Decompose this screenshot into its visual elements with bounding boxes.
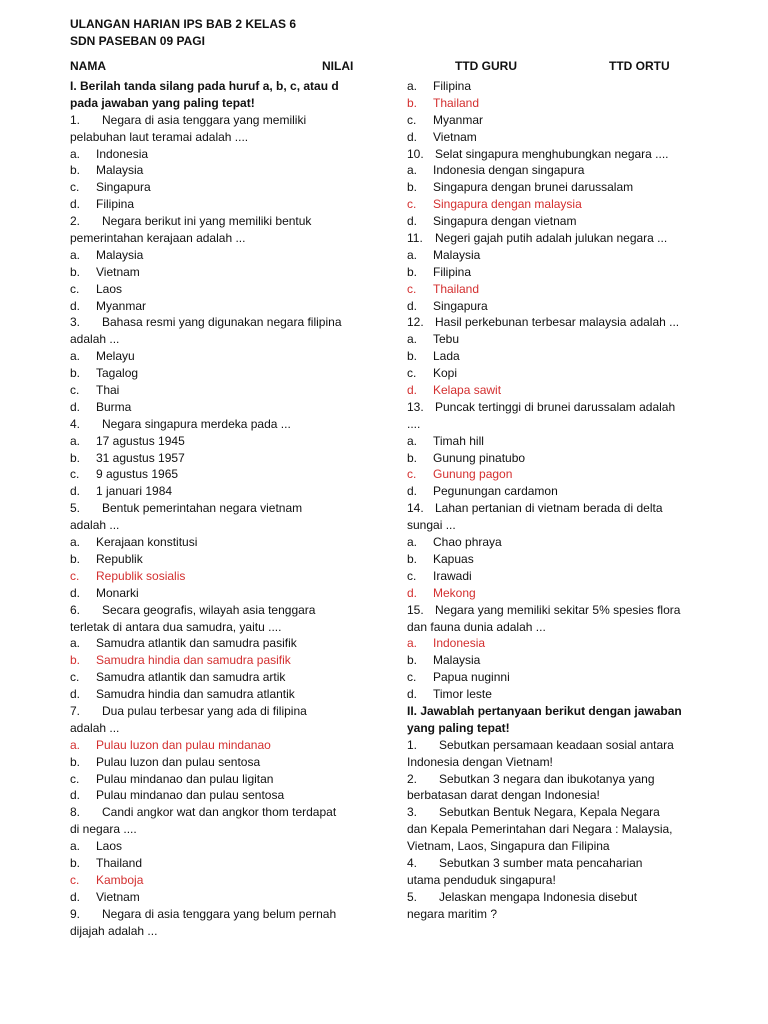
item-label: a.: [70, 535, 81, 550]
question-line: [407, 855, 707, 872]
item-text: 1 januari 1984: [96, 484, 173, 499]
item-text: I. Berilah tanda silang pada huruf a, b, c, atau d: [70, 79, 339, 93]
item-text: Bentuk pemerintahan negara vietnam: [102, 501, 303, 516]
item-text: Tebu: [433, 332, 460, 347]
item-text: Samudra hindia dan samudra atlantik: [96, 687, 295, 702]
question-continuation: [70, 923, 368, 940]
item-text: yang paling tepat!: [407, 720, 510, 735]
answer-option: [70, 146, 368, 163]
item-label: d.: [407, 129, 418, 144]
item-text: Dua pulau terbesar yang ada di filipina: [102, 703, 307, 718]
item-text: Kelapa sawit: [433, 383, 502, 398]
item-label: 5.: [407, 889, 418, 904]
item-text: di negara ....: [70, 822, 137, 837]
item-text: Mekong: [433, 585, 476, 600]
question-continuation: [70, 230, 368, 247]
item-label: b.: [70, 551, 81, 566]
question-continuation: [407, 906, 707, 923]
answer-option-correct: [407, 95, 707, 112]
answer-option: [70, 365, 368, 382]
answer-option: [407, 247, 707, 264]
item-text: Vietnam: [433, 129, 477, 144]
item-text: Indonesia dengan singapura: [433, 163, 585, 178]
item-label: 6.: [70, 602, 81, 617]
item-label: 1.: [70, 112, 81, 127]
answer-option: [70, 382, 368, 399]
item-text: Lahan pertanian di vietnam berada di delta: [435, 501, 663, 516]
item-text: Sebutkan persamaan keadaan sosial antara: [439, 737, 674, 752]
item-text: Selat singapura menghubungkan negara ....: [435, 146, 669, 161]
item-text: Vietnam, Laos, Singapura dan Filipina: [407, 839, 610, 854]
item-text: adalah ...: [70, 720, 120, 735]
answer-option: [70, 450, 368, 467]
item-text: Filipina: [433, 79, 472, 93]
item-label: b.: [407, 264, 418, 279]
question-line: [70, 314, 368, 331]
question-continuation: [70, 129, 368, 146]
answer-option-correct: [407, 635, 707, 652]
answer-option: [70, 889, 368, 906]
question-line: [407, 314, 707, 331]
item-label: d.: [407, 687, 418, 702]
item-text: Singapura: [433, 298, 488, 313]
item-text: Negara di asia tenggara yang belum pernah: [102, 906, 337, 921]
answer-option: [70, 635, 368, 652]
item-text: Negara singapura merdeka pada ...: [102, 416, 291, 431]
item-text: Vietnam: [96, 889, 140, 904]
question-continuation: [407, 754, 707, 771]
question-continuation: [70, 720, 368, 737]
item-text: Sebutkan 3 negara dan ibukotanya yang: [439, 771, 655, 786]
question-line: [407, 230, 707, 247]
item-label: 12.: [407, 315, 424, 330]
item-text: Vietnam: [96, 264, 140, 279]
item-label: 4.: [407, 855, 418, 870]
item-label: 5.: [70, 501, 81, 516]
item-text: utama penduduk singapura!: [407, 872, 556, 887]
item-text: terletak di antara dua samudra, yaitu ....: [70, 619, 282, 634]
item-label: d.: [70, 585, 81, 600]
question-line: [407, 889, 707, 906]
item-label: b.: [70, 855, 81, 870]
item-text: pada jawaban yang paling tepat!: [70, 95, 255, 110]
answer-option-correct: [407, 382, 707, 399]
item-label: c.: [407, 467, 417, 482]
section-instruction: [70, 78, 368, 95]
item-text: Thailand: [433, 281, 480, 296]
ttd-ortu-label: TTD ORTU: [609, 59, 670, 73]
item-text: Sebutkan Bentuk Negara, Kepala Negara: [439, 805, 660, 820]
item-label: c.: [407, 568, 417, 583]
item-text: pemerintahan kerajaan adalah ...: [70, 231, 246, 246]
answer-option-correct: [70, 652, 368, 669]
answer-option: [70, 433, 368, 450]
answer-option: [70, 483, 368, 500]
answer-option: [70, 247, 368, 264]
answer-option: [407, 348, 707, 365]
question-line: [407, 399, 707, 416]
answer-option: [70, 196, 368, 213]
item-text: Myanmar: [433, 112, 484, 127]
item-text: 17 agustus 1945: [96, 433, 185, 448]
item-text: Gunung pagon: [433, 467, 513, 482]
question-line: [70, 906, 368, 923]
question-line: [70, 703, 368, 720]
item-text: Republik: [96, 551, 143, 566]
question-continuation: [70, 821, 368, 838]
item-label: c.: [407, 366, 417, 381]
item-label: b.: [70, 754, 81, 769]
item-label: b.: [70, 163, 81, 178]
answer-option: [407, 112, 707, 129]
answer-option-correct: [70, 872, 368, 889]
item-label: a.: [407, 636, 418, 651]
item-text: Kopi: [433, 366, 458, 381]
question-line: [70, 112, 368, 129]
item-text: Bahasa resmi yang digunakan negara filipina: [102, 315, 342, 330]
item-text: Secara geografis, wilayah asia tenggara: [102, 602, 316, 617]
answer-option: [407, 568, 707, 585]
answer-option: [70, 281, 368, 298]
item-label: d.: [407, 484, 418, 499]
item-text: Burma: [96, 399, 132, 414]
item-label: 3.: [70, 315, 81, 330]
answer-option: [70, 686, 368, 703]
item-label: b.: [70, 264, 81, 279]
answer-option: [70, 669, 368, 686]
item-text: adalah ...: [70, 518, 120, 533]
item-text: Sebutkan 3 sumber mata pencaharian: [439, 855, 643, 870]
answer-option-correct: [70, 568, 368, 585]
item-text: Tagalog: [96, 366, 139, 381]
document-title: ULANGAN HARIAN IPS BAB 2 KELAS 6: [70, 17, 297, 31]
item-text: Pegunungan cardamon: [433, 484, 558, 499]
item-text: Monarki: [96, 585, 139, 600]
item-text: Singapura dengan brunei darussalam: [433, 180, 634, 195]
item-label: c.: [70, 281, 80, 296]
right-column: [407, 78, 707, 923]
item-label: d.: [70, 399, 81, 414]
answer-option: [407, 551, 707, 568]
item-text: Irawadi: [433, 568, 472, 583]
item-label: b.: [70, 366, 81, 381]
item-text: Gunung pinatubo: [433, 450, 526, 465]
answer-option: [407, 450, 707, 467]
answer-option: [70, 348, 368, 365]
question-line: [70, 804, 368, 821]
item-text: Indonesia: [96, 146, 149, 161]
question-continuation: [70, 619, 368, 636]
answer-option: [70, 466, 368, 483]
item-label: a.: [70, 349, 81, 364]
item-label: 3.: [407, 805, 418, 820]
item-label: a.: [407, 247, 418, 262]
item-text: Samudra hindia dan samudra pasifik: [96, 653, 291, 668]
item-label: c.: [70, 383, 80, 398]
item-text: II. Jawablah pertanyaan berikut dengan jawaban: [407, 703, 682, 718]
question-line: [70, 500, 368, 517]
item-text: Indonesia dengan Vietnam!: [407, 754, 553, 769]
item-label: 15.: [407, 602, 424, 617]
question-continuation: [407, 872, 707, 889]
item-label: b.: [407, 180, 418, 195]
item-label: a.: [70, 433, 81, 448]
item-label: d.: [70, 889, 81, 904]
item-text: adalah ...: [70, 332, 120, 347]
item-text: Pulau luzon dan pulau sentosa: [96, 754, 261, 769]
item-label: d.: [70, 687, 81, 702]
item-text: Singapura dengan malaysia: [433, 197, 582, 212]
item-label: 4.: [70, 416, 81, 431]
item-label: a.: [407, 332, 418, 347]
answer-option: [70, 179, 368, 196]
item-label: a.: [70, 636, 81, 651]
item-label: 2.: [407, 771, 418, 786]
item-text: 31 agustus 1957: [96, 450, 185, 465]
answer-option: [407, 213, 707, 230]
item-label: c.: [70, 771, 80, 786]
question-line: [407, 500, 707, 517]
item-label: 11.: [407, 231, 423, 246]
item-text: Candi angkor wat dan angkor thom terdapat: [102, 805, 337, 820]
item-label: a.: [407, 433, 418, 448]
item-label: 7.: [70, 703, 81, 718]
item-text: Negara berikut ini yang memiliki bentuk: [102, 214, 312, 229]
item-text: Thai: [96, 383, 120, 398]
answer-option: [407, 331, 707, 348]
item-label: c.: [70, 568, 80, 583]
item-label: a.: [70, 737, 81, 752]
item-text: Puncak tertinggi di brunei darussalam adalah: [435, 399, 676, 414]
question-continuation: [70, 517, 368, 534]
item-text: Timor leste: [433, 687, 492, 702]
question-line: [70, 416, 368, 433]
answer-option: [70, 754, 368, 771]
item-text: Malaysia: [433, 247, 481, 262]
item-text: sungai ...: [407, 518, 456, 533]
question-line: [407, 737, 707, 754]
question-continuation: [407, 838, 707, 855]
item-label: d.: [407, 298, 418, 313]
item-text: Negara yang memiliki sekitar 5% spesies flora: [435, 602, 681, 617]
answer-option: [70, 771, 368, 788]
item-label: b.: [407, 653, 418, 668]
answer-option: [70, 787, 368, 804]
item-text: Melayu: [96, 349, 135, 364]
answer-option: [407, 669, 707, 686]
item-text: Timah hill: [433, 433, 484, 448]
school-name: SDN PASEBAN 09 PAGI: [70, 34, 205, 48]
answer-option: [407, 179, 707, 196]
item-text: Hasil perkebunan terbesar malaysia adalah ...: [435, 315, 680, 330]
answer-option: [407, 365, 707, 382]
answer-option: [407, 162, 707, 179]
answer-option: [407, 129, 707, 146]
answer-option: [407, 483, 707, 500]
question-line: [407, 771, 707, 788]
question-continuation: [407, 619, 707, 636]
item-text: Pulau mindanao dan pulau sentosa: [96, 788, 285, 803]
question-continuation: [70, 331, 368, 348]
answer-option: [70, 838, 368, 855]
item-label: c.: [70, 467, 80, 482]
item-text: 9 agustus 1965: [96, 467, 179, 482]
ttd-guru-label: TTD GURU: [455, 59, 517, 73]
item-text: Malaysia: [96, 163, 144, 178]
item-text: Kerajaan konstitusi: [96, 535, 198, 550]
item-text: Samudra atlantik dan samudra artik: [96, 670, 286, 685]
item-label: c.: [407, 281, 417, 296]
item-label: a.: [407, 163, 418, 178]
item-text: berbatasan darat dengan Indonesia!: [407, 788, 600, 803]
item-label: a.: [407, 535, 418, 550]
item-text: Negara di asia tenggara yang memiliki: [102, 112, 307, 127]
item-label: 1.: [407, 737, 418, 752]
item-text: Malaysia: [433, 653, 481, 668]
item-label: b.: [407, 551, 418, 566]
nama-label: NAMA: [70, 59, 106, 73]
item-text: Lada: [433, 349, 460, 364]
answer-option: [70, 534, 368, 551]
item-label: a.: [70, 839, 81, 854]
question-line: [407, 602, 707, 619]
item-text: Pulau mindanao dan pulau ligitan: [96, 771, 274, 786]
question-line: [407, 804, 707, 821]
item-text: Pulau luzon dan pulau mindanao: [96, 737, 271, 752]
item-label: c.: [407, 197, 417, 212]
question-continuation: [407, 416, 707, 433]
item-label: c.: [407, 112, 417, 127]
document-header: [70, 16, 296, 50]
item-text: ....: [407, 416, 421, 431]
item-label: b.: [407, 349, 418, 364]
item-text: dan fauna dunia adalah ...: [407, 619, 546, 634]
item-text: dijajah adalah ...: [70, 923, 158, 938]
answer-option-correct: [407, 466, 707, 483]
item-label: 9.: [70, 906, 81, 921]
answer-option: [407, 78, 707, 95]
item-text: Indonesia: [433, 636, 486, 651]
section-instruction: [407, 703, 707, 720]
item-text: Thailand: [433, 95, 480, 110]
item-text: Papua nuginni: [433, 670, 510, 685]
answer-option: [70, 551, 368, 568]
item-label: a.: [70, 146, 81, 161]
item-text: Singapura dengan vietnam: [433, 214, 577, 229]
item-label: d.: [70, 484, 81, 499]
item-text: dan Kepala Pemerintahan dari Negara : Malaysia,: [407, 822, 673, 837]
item-text: Chao phraya: [433, 535, 502, 550]
item-label: 8.: [70, 805, 81, 820]
item-text: Republik sosialis: [96, 568, 186, 583]
item-label: d.: [70, 298, 81, 313]
item-label: c.: [407, 670, 417, 685]
item-text: Laos: [96, 839, 123, 854]
item-label: 13.: [407, 399, 424, 414]
answer-option: [407, 433, 707, 450]
item-label: 2.: [70, 214, 81, 229]
item-text: Kamboja: [96, 872, 144, 887]
item-text: negara maritim ?: [407, 906, 498, 921]
question-continuation: [407, 787, 707, 804]
answer-option: [70, 264, 368, 281]
left-column: [70, 78, 368, 939]
item-text: pelabuhan laut teramai adalah ....: [70, 129, 249, 144]
item-label: a.: [70, 247, 81, 262]
item-text: Filipina: [96, 197, 135, 212]
question-line: [407, 146, 707, 163]
item-label: d.: [407, 585, 418, 600]
question-continuation: [407, 517, 707, 534]
item-text: Kapuas: [433, 551, 474, 566]
item-text: Negeri gajah putih adalah julukan negara ...: [435, 231, 668, 246]
item-label: c.: [70, 180, 80, 195]
item-text: Laos: [96, 281, 123, 296]
answer-option: [70, 162, 368, 179]
item-label: a.: [407, 79, 418, 93]
item-label: d.: [70, 788, 81, 803]
item-label: b.: [70, 450, 81, 465]
item-label: d.: [407, 383, 418, 398]
item-text: Samudra atlantik dan samudra pasifik: [96, 636, 297, 651]
answer-option: [70, 855, 368, 872]
question-continuation: [407, 821, 707, 838]
item-label: b.: [407, 450, 418, 465]
answer-option: [70, 298, 368, 315]
question-line: [70, 602, 368, 619]
answer-option: [407, 298, 707, 315]
answer-option: [70, 399, 368, 416]
answer-option: [407, 264, 707, 281]
answer-option: [407, 534, 707, 551]
item-text: Filipina: [433, 264, 472, 279]
item-text: Myanmar: [96, 298, 147, 313]
answer-option: [407, 686, 707, 703]
answer-option-correct: [407, 585, 707, 602]
item-label: d.: [70, 197, 81, 212]
item-label: 10.: [407, 146, 424, 161]
item-label: d.: [407, 214, 418, 229]
answer-option-correct: [407, 281, 707, 298]
question-line: [70, 213, 368, 230]
section-instruction: [407, 720, 707, 737]
nilai-label: NILAI: [322, 59, 354, 73]
item-label: c.: [70, 872, 80, 887]
item-text: Malaysia: [96, 247, 144, 262]
section-instruction: [70, 95, 368, 112]
item-label: b.: [407, 95, 418, 110]
item-text: Jelaskan mengapa Indonesia disebut: [439, 889, 638, 904]
answer-option: [70, 585, 368, 602]
answer-option-correct: [407, 196, 707, 213]
item-text: Thailand: [96, 855, 143, 870]
item-label: c.: [70, 670, 80, 685]
item-text: Singapura: [96, 180, 151, 195]
item-label: 14.: [407, 501, 424, 516]
answer-option-correct: [70, 737, 368, 754]
answer-option: [407, 652, 707, 669]
item-label: b.: [70, 653, 81, 668]
